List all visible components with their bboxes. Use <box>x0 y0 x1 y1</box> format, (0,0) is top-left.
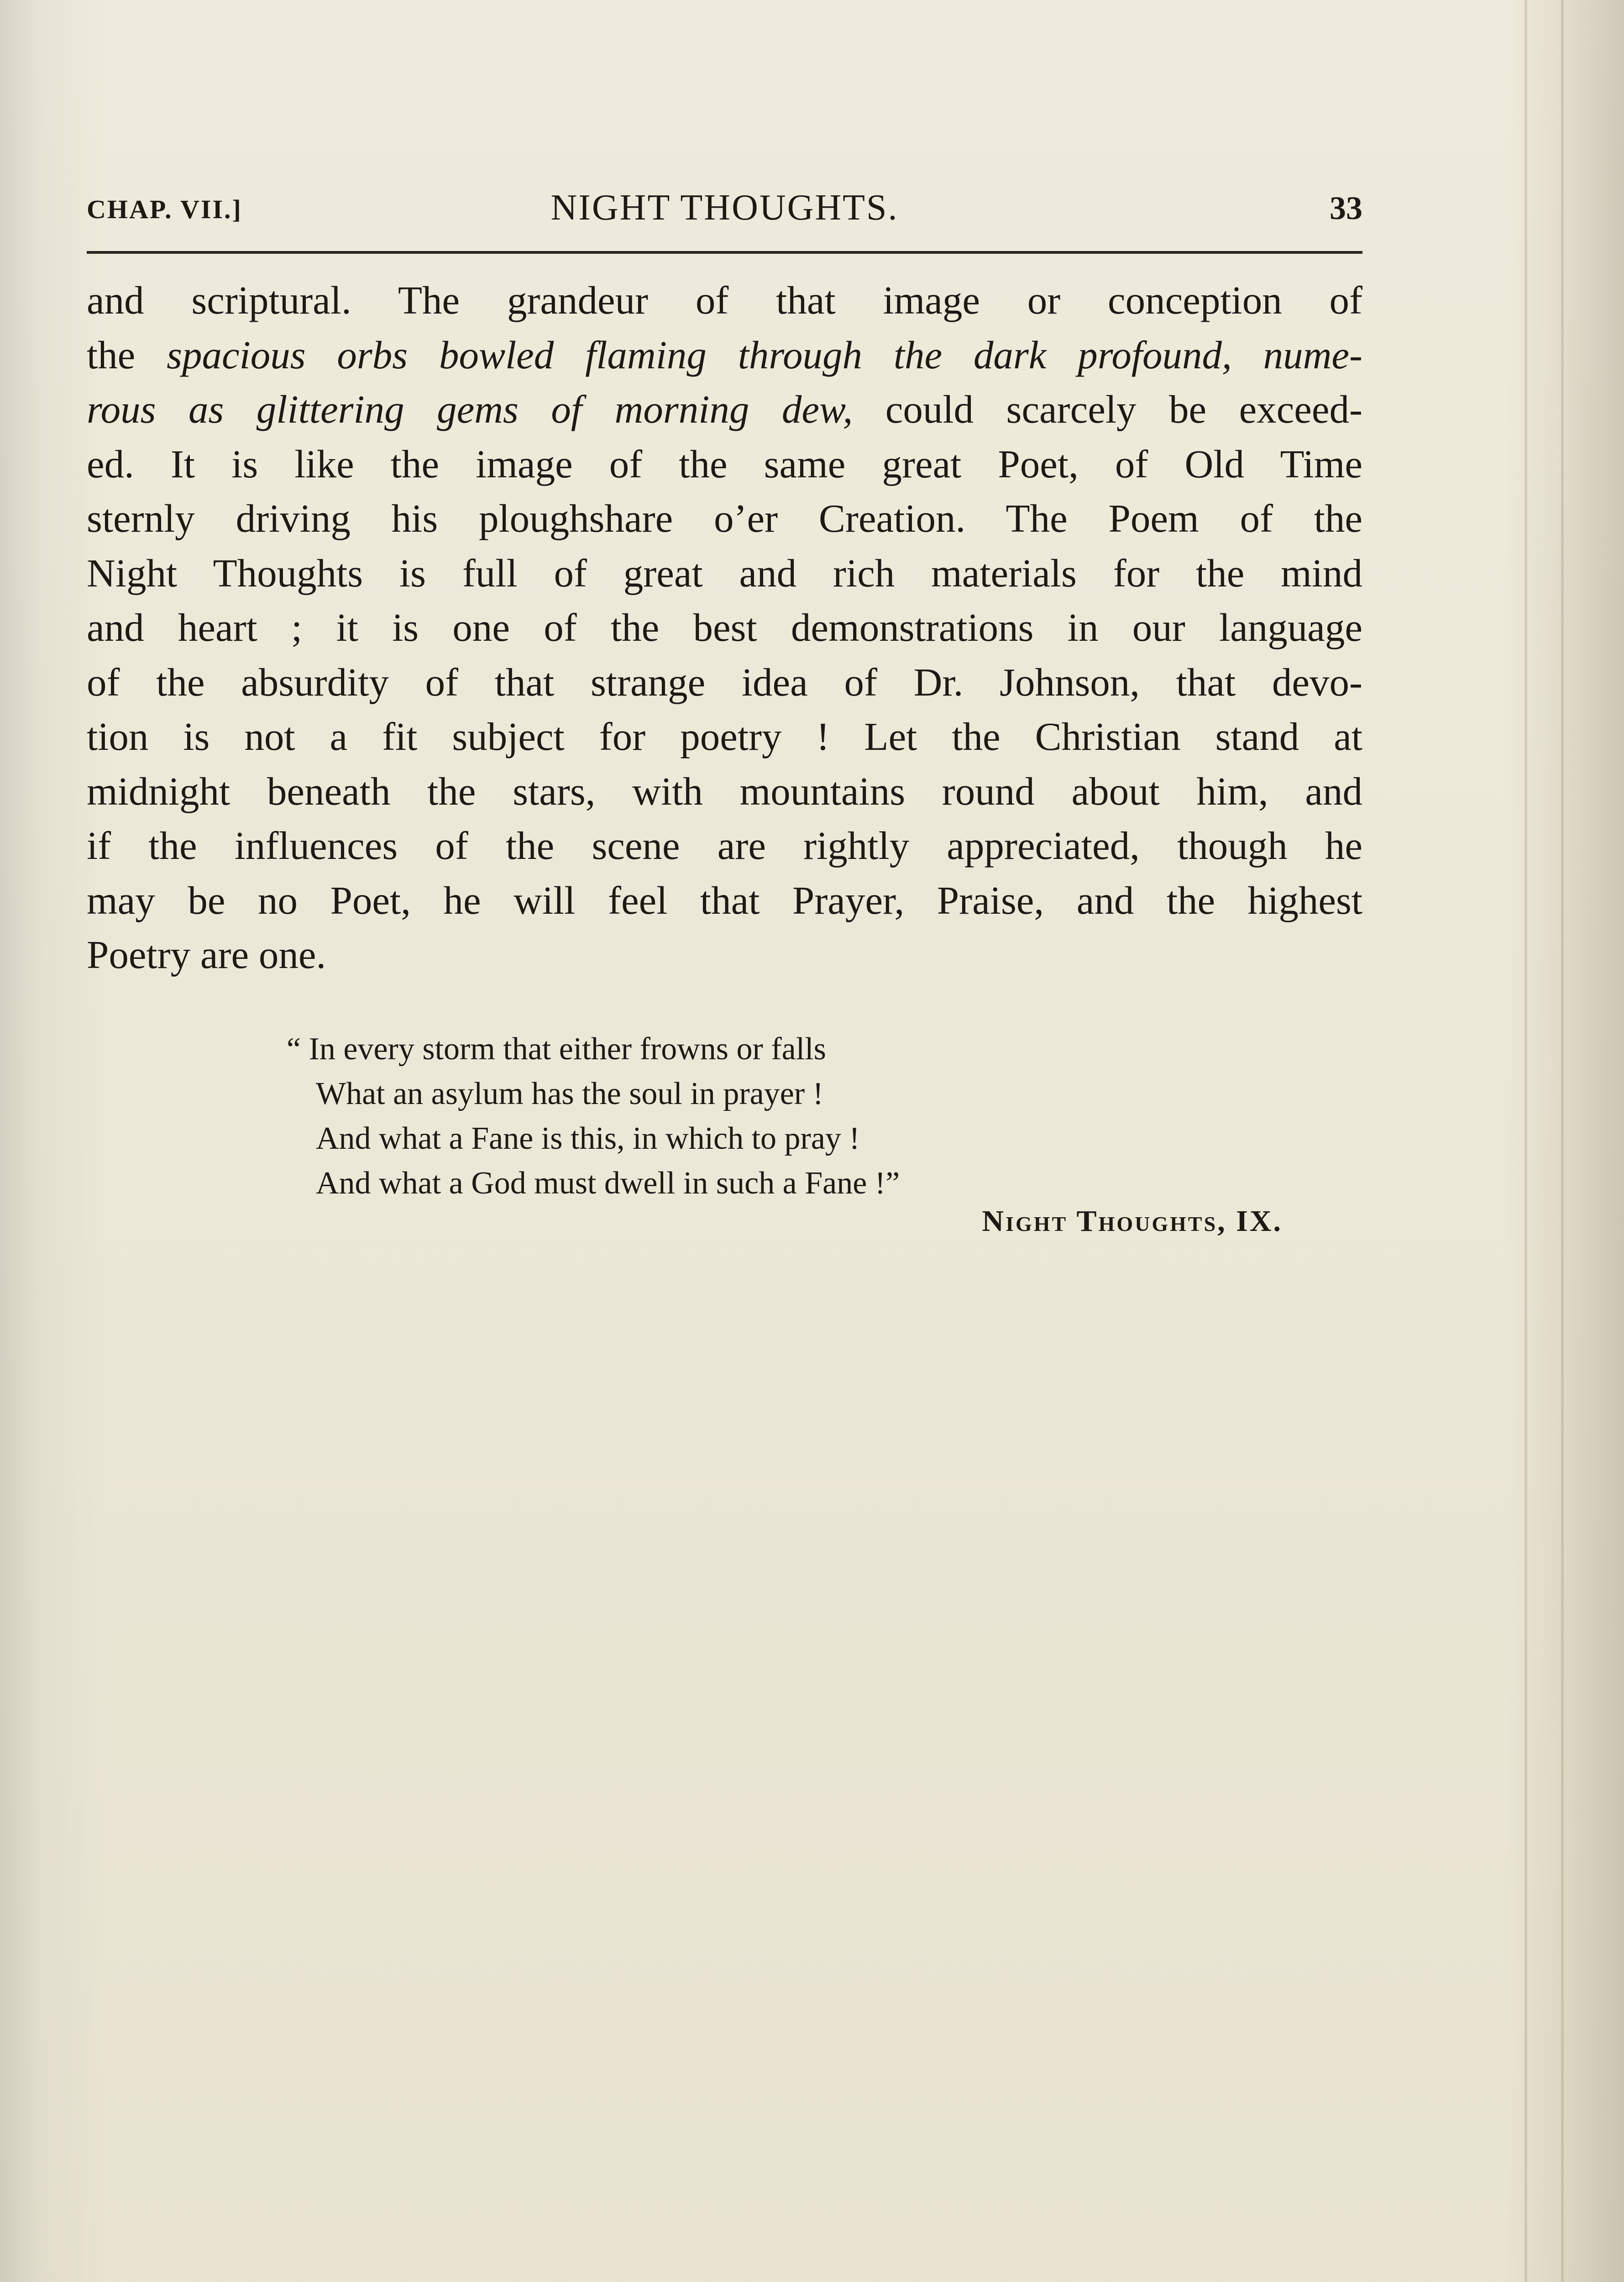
header-rule <box>87 251 1362 254</box>
text-line <box>87 491 1362 546</box>
text-line <box>87 273 1362 328</box>
text-line <box>87 927 1362 982</box>
text-line <box>87 709 1362 764</box>
verse-line: And what a Fane is this, in which to pray ! <box>316 1121 860 1156</box>
text-run: sternly driving his ploughshare o’er Creation. The Poem of the <box>87 496 1362 540</box>
text-run: if the influences of the scene are rightly appreciated, though he <box>87 823 1362 868</box>
text-run: Poetry are one. <box>87 932 326 977</box>
text-line <box>87 546 1362 601</box>
italic-text: rous as glittering gems of morning dew, <box>87 387 853 431</box>
text-line <box>87 437 1362 492</box>
text-run: the <box>87 332 167 377</box>
text-line <box>87 382 1362 437</box>
page-edge-line <box>1524 0 1527 2282</box>
page-number: 33 <box>1330 190 1362 226</box>
text-run: may be no Poet, he will feel that Prayer, Praise, and the highest <box>87 878 1362 922</box>
verse-line: And what a God must dwell in such a Fane !” <box>316 1166 900 1201</box>
text-run: and scriptural. The grandeur of that image or conception of <box>87 278 1362 322</box>
text-run: ed. It is like the image of the same great Poet, of Old Time <box>87 441 1362 486</box>
running-head <box>87 185 1362 235</box>
page-edge-line <box>1561 0 1564 2282</box>
text-run: of the absurdity of that strange idea of Dr. Johnson, that devo- <box>87 659 1362 704</box>
text-line <box>87 655 1362 710</box>
text-line <box>87 328 1362 382</box>
verse-quotation <box>287 1027 1291 1206</box>
chapter-label: CHAP. VII.] <box>87 194 242 224</box>
text-line <box>87 764 1362 819</box>
text-line <box>87 600 1362 655</box>
text-run: Night Thoughts is full of great and rich materials for the mind <box>87 550 1362 595</box>
italic-text: spacious orbs bowled flaming through the dark profound, nume- <box>167 332 1362 377</box>
body-paragraph <box>87 273 1362 982</box>
text-line <box>87 818 1362 873</box>
text-run: midnight beneath the stars, with mountains round about him, and <box>87 769 1362 813</box>
verse-line: “ In every storm that either frowns or falls <box>287 1031 826 1067</box>
text-run: tion is not a fit subject for poetry ! Let the Christian stand at <box>87 714 1362 759</box>
verse-line: What an asylum has the soul in prayer ! <box>316 1076 823 1111</box>
text-run: and heart ; it is one of the best demonstrations in our language <box>87 605 1362 649</box>
running-title: NIGHT THOUGHTS. <box>550 188 899 228</box>
quote-attribution: Night Thoughts, IX. <box>982 1204 1283 1238</box>
text-line <box>87 873 1362 928</box>
text-run: could scarcely be exceed- <box>853 387 1362 431</box>
